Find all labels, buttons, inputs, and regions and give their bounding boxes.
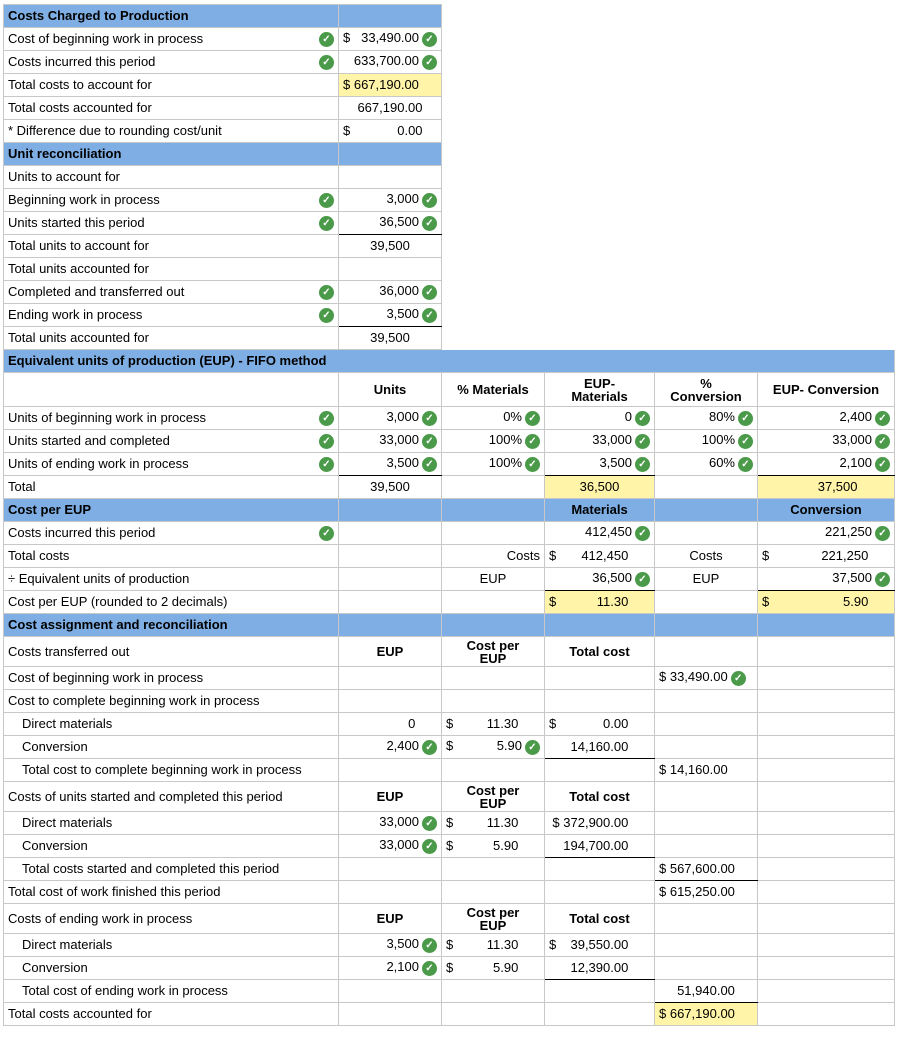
check-circle-icon: ✓ xyxy=(319,526,334,541)
row-label: Conversion xyxy=(4,835,339,858)
col-header-total-cost: Total cost xyxy=(545,782,655,812)
table-row: Total 39,500 36,500 37,500 xyxy=(4,476,895,499)
check-circle-icon: ✓ xyxy=(422,740,437,755)
row-label: Costs transferred out xyxy=(4,637,339,667)
total-cost-cell[interactable]: $ 0.00 xyxy=(545,713,655,736)
units-cell[interactable]: 3,500 ✓ xyxy=(339,304,442,327)
conversion-eup-cell[interactable]: 37,500 ✓ xyxy=(758,568,895,591)
check-circle-icon: ✓ xyxy=(525,457,540,472)
check-circle-icon: ✓ xyxy=(635,572,650,587)
check-circle-icon: ✓ xyxy=(422,816,437,831)
units-cell[interactable]: 3,000 ✓ xyxy=(339,189,442,212)
started-completed-total-cell[interactable]: $ 567,600.00 xyxy=(655,858,758,881)
cost-per-eup-cell[interactable]: $ 5.90 ✓ xyxy=(442,736,545,759)
amount-cell[interactable]: $ 0.00 xyxy=(339,120,442,143)
eup-word: EUP xyxy=(442,568,545,591)
check-circle-icon: ✓ xyxy=(422,216,437,231)
col-header-eup-conversion: EUP- Conversion xyxy=(758,373,895,407)
check-circle-icon: ✓ xyxy=(525,411,540,426)
worksheet-table xyxy=(3,4,895,1026)
units-cell[interactable]: 3,000 ✓ xyxy=(339,407,442,430)
eup-cell[interactable]: 33,000 ✓ xyxy=(339,812,442,835)
check-circle-icon: ✓ xyxy=(738,434,753,449)
check-circle-icon: ✓ xyxy=(875,411,890,426)
row-label: Total units to account for xyxy=(4,235,339,258)
units-cell[interactable]: 36,500 ✓ xyxy=(339,212,442,235)
row-label: Total costs started and completed this period xyxy=(4,858,339,881)
check-circle-icon: ✓ xyxy=(525,740,540,755)
total-units-cell[interactable]: 39,500 xyxy=(339,476,442,499)
check-circle-icon: ✓ xyxy=(319,32,334,47)
ending-wip-total-cell[interactable]: 51,940.00 xyxy=(655,980,758,1003)
check-circle-icon: ✓ xyxy=(319,55,334,70)
pct-conversion-cell[interactable]: 60% ✓ xyxy=(655,453,758,476)
row-label: Total costs xyxy=(4,545,339,568)
check-circle-icon: ✓ xyxy=(422,839,437,854)
check-circle-icon: ✓ xyxy=(422,193,437,208)
check-circle-icon: ✓ xyxy=(875,526,890,541)
table-row: Units of beginning work in process ✓ 3,000 ✓ 0% ✓ 0 ✓ 80% ✓ 2,400 ✓ xyxy=(4,407,895,430)
begin-complete-total-cell[interactable]: $ 14,160.00 xyxy=(655,759,758,782)
row-label: Costs incurred this period ✓ xyxy=(4,522,339,545)
pct-materials-cell[interactable]: 100% ✓ xyxy=(442,453,545,476)
table-row: Units of ending work in process ✓ 3,500 ✓ 100% ✓ 3,500 ✓ 60% ✓ 2,100 ✓ xyxy=(4,453,895,476)
amount-cell[interactable]: 667,190.00 xyxy=(339,97,442,120)
row-label: Beginning work in process ✓ xyxy=(4,189,339,212)
amount-cell[interactable]: $ 667,190.00 xyxy=(339,74,442,97)
conversion-total-cell[interactable]: $ 221,250 xyxy=(758,545,895,568)
conversion-rate-cell[interactable]: $ 5.90 xyxy=(758,591,895,614)
units-cell[interactable]: 39,500 xyxy=(339,235,442,258)
eup-conversion-cell[interactable]: 2,400 ✓ xyxy=(758,407,895,430)
row-label: ÷ Equivalent units of production xyxy=(4,568,339,591)
check-circle-icon: ✓ xyxy=(319,411,334,426)
check-circle-icon: ✓ xyxy=(422,32,437,47)
eup-conversion-cell[interactable]: 2,100 ✓ xyxy=(758,453,895,476)
section-header: Costs Charged to Production xyxy=(4,5,339,28)
col-header-total-cost: Total cost xyxy=(545,904,655,934)
units-cell[interactable]: 39,500 xyxy=(339,327,442,350)
amount-cell[interactable]: 633,700.00 ✓ xyxy=(339,51,442,74)
row-label: Conversion xyxy=(4,736,339,759)
check-circle-icon: ✓ xyxy=(422,285,437,300)
check-circle-icon: ✓ xyxy=(422,308,437,323)
cost-per-eup-cell[interactable]: $ 11.30 xyxy=(442,934,545,957)
col-header-eup: EUP xyxy=(339,782,442,812)
pct-conversion-cell[interactable]: 80% ✓ xyxy=(655,407,758,430)
eup-word: EUP xyxy=(655,568,758,591)
cost-per-eup-cell[interactable]: $ 5.90 xyxy=(442,835,545,858)
pct-materials-cell[interactable]: 100% ✓ xyxy=(442,430,545,453)
row-label: Total costs accounted for xyxy=(4,97,339,120)
row-label: Units to account for xyxy=(4,166,339,189)
check-circle-icon: ✓ xyxy=(319,308,334,323)
section-header: Cost assignment and reconciliation xyxy=(4,614,339,637)
eup-materials-cell[interactable]: 33,000 ✓ xyxy=(545,430,655,453)
eup-cell[interactable]: 0 xyxy=(339,713,442,736)
row-label: Direct materials xyxy=(4,934,339,957)
row-label: Cost per EUP (rounded to 2 decimals) xyxy=(4,591,339,614)
cost-per-eup-cell[interactable]: $ 11.30 xyxy=(442,713,545,736)
materials-total-cell[interactable]: $ 412,450 xyxy=(545,545,655,568)
col-header-total-cost: Total cost xyxy=(545,637,655,667)
total-eup-materials-cell[interactable]: 36,500 xyxy=(545,476,655,499)
pct-conversion-cell[interactable]: 100% ✓ xyxy=(655,430,758,453)
check-circle-icon: ✓ xyxy=(319,434,334,449)
eup-cell[interactable]: 2,400 ✓ xyxy=(339,736,442,759)
col-header-materials: Materials xyxy=(545,499,655,522)
total-eup-conversion-cell[interactable]: 37,500 xyxy=(758,476,895,499)
materials-cost-cell[interactable]: 412,450 ✓ xyxy=(545,522,655,545)
row-label: Conversion xyxy=(4,957,339,980)
check-circle-icon: ✓ xyxy=(875,572,890,587)
costs-word: Costs xyxy=(655,545,758,568)
row-label: Costs incurred this period ✓ xyxy=(4,51,339,74)
row-label: Costs of units started and completed this period xyxy=(4,782,339,812)
conversion-cost-cell[interactable]: 221,250 ✓ xyxy=(758,522,895,545)
col-header-pct-conversion: % Conversion xyxy=(655,373,758,407)
materials-eup-cell[interactable]: 36,500 ✓ xyxy=(545,568,655,591)
begin-wip-cost-cell[interactable]: $ 33,490.00 ✓ xyxy=(655,667,758,690)
costs-word: Costs xyxy=(442,545,545,568)
total-cost-cell[interactable]: 14,160.00 xyxy=(545,736,655,759)
check-circle-icon: ✓ xyxy=(422,457,437,472)
section-header: Cost per EUP xyxy=(4,499,339,522)
eup-conversion-cell[interactable]: 33,000 ✓ xyxy=(758,430,895,453)
row-label: Total costs to account for xyxy=(4,74,339,97)
check-circle-icon: ✓ xyxy=(422,938,437,953)
col-header-units: Units xyxy=(339,373,442,407)
eup-cell[interactable]: 33,000 ✓ xyxy=(339,835,442,858)
row-label: Cost of beginning work in process ✓ xyxy=(4,28,339,51)
check-circle-icon: ✓ xyxy=(731,671,746,686)
eup-materials-cell[interactable]: 3,500 ✓ xyxy=(545,453,655,476)
row-label: * Difference due to rounding cost/unit xyxy=(4,120,339,143)
row-label: Direct materials xyxy=(4,812,339,835)
check-circle-icon: ✓ xyxy=(635,434,650,449)
row-label: Ending work in process ✓ xyxy=(4,304,339,327)
row-label: Units started this period ✓ xyxy=(4,212,339,235)
row-label: Total cost to complete beginning work in process xyxy=(4,759,339,782)
check-circle-icon: ✓ xyxy=(738,411,753,426)
cost-per-eup-cell[interactable]: $ 11.30 xyxy=(442,812,545,835)
check-circle-icon: ✓ xyxy=(422,961,437,976)
section-header: Unit reconciliation xyxy=(4,143,339,166)
check-circle-icon: ✓ xyxy=(422,411,437,426)
check-circle-icon: ✓ xyxy=(422,55,437,70)
accounted-total-cell[interactable]: $ 667,190.00 xyxy=(655,1003,758,1026)
col-header-pct-materials: % Materials xyxy=(442,373,545,407)
check-circle-icon: ✓ xyxy=(635,411,650,426)
total-cost-cell[interactable]: $ 372,900.00 xyxy=(545,812,655,835)
row-label: Total cost of ending work in process xyxy=(4,980,339,1003)
check-circle-icon: ✓ xyxy=(525,434,540,449)
check-circle-icon: ✓ xyxy=(319,193,334,208)
eup-cell[interactable]: 2,100 ✓ xyxy=(339,957,442,980)
row-label: Direct materials xyxy=(4,713,339,736)
pct-materials-cell[interactable]: 0% ✓ xyxy=(442,407,545,430)
row-label: Completed and transferred out ✓ xyxy=(4,281,339,304)
amount-cell[interactable]: $ 33,490.00 ✓ xyxy=(339,28,442,51)
row-label: Cost to complete beginning work in process xyxy=(4,690,339,713)
row-label: Cost of beginning work in process xyxy=(4,667,339,690)
check-circle-icon: ✓ xyxy=(875,457,890,472)
check-circle-icon: ✓ xyxy=(319,216,334,231)
total-cost-cell[interactable]: $ 39,550.00 xyxy=(545,934,655,957)
col-header-eup: EUP xyxy=(339,637,442,667)
col-header-cost-per-eup: Cost per EUP xyxy=(442,637,545,667)
check-circle-icon: ✓ xyxy=(738,457,753,472)
col-header-cost-per-eup: Cost per EUP xyxy=(442,904,545,934)
worksheet xyxy=(3,4,895,1026)
finished-total-cell[interactable]: $ 615,250.00 xyxy=(655,881,758,904)
total-cost-cell[interactable]: 12,390.00 xyxy=(545,957,655,980)
units-cell[interactable]: 33,000 ✓ xyxy=(339,430,442,453)
col-header-eup-materials: EUP- Materials xyxy=(545,373,655,407)
row-label: Total cost of work finished this period xyxy=(4,881,339,904)
total-cost-cell[interactable]: 194,700.00 xyxy=(545,835,655,858)
units-cell[interactable]: 3,500 ✓ xyxy=(339,453,442,476)
check-circle-icon: ✓ xyxy=(635,526,650,541)
check-circle-icon: ✓ xyxy=(422,434,437,449)
row-label: Costs of ending work in process xyxy=(4,904,339,934)
col-header-cost-per-eup: Cost per EUP xyxy=(442,782,545,812)
col-header-conversion: Conversion xyxy=(758,499,895,522)
check-circle-icon: ✓ xyxy=(635,457,650,472)
materials-rate-cell[interactable]: $ 11.30 xyxy=(545,591,655,614)
check-circle-icon: ✓ xyxy=(319,457,334,472)
check-circle-icon: ✓ xyxy=(319,285,334,300)
eup-materials-cell[interactable]: 0 ✓ xyxy=(545,407,655,430)
cost-per-eup-cell[interactable]: $ 5.90 xyxy=(442,957,545,980)
check-circle-icon: ✓ xyxy=(875,434,890,449)
row-label: Total units accounted for xyxy=(4,327,339,350)
units-cell[interactable]: 36,000 ✓ xyxy=(339,281,442,304)
table-row: Units started and completed ✓ 33,000 ✓ 100% ✓ 33,000 ✓ 100% ✓ 33,000 ✓ xyxy=(4,430,895,453)
eup-cell[interactable]: 3,500 ✓ xyxy=(339,934,442,957)
row-label: Total costs accounted for xyxy=(4,1003,339,1026)
section-header: Equivalent units of production (EUP) - FIFO method xyxy=(4,350,895,373)
row-label: Total units accounted for xyxy=(4,258,339,281)
col-header-eup: EUP xyxy=(339,904,442,934)
